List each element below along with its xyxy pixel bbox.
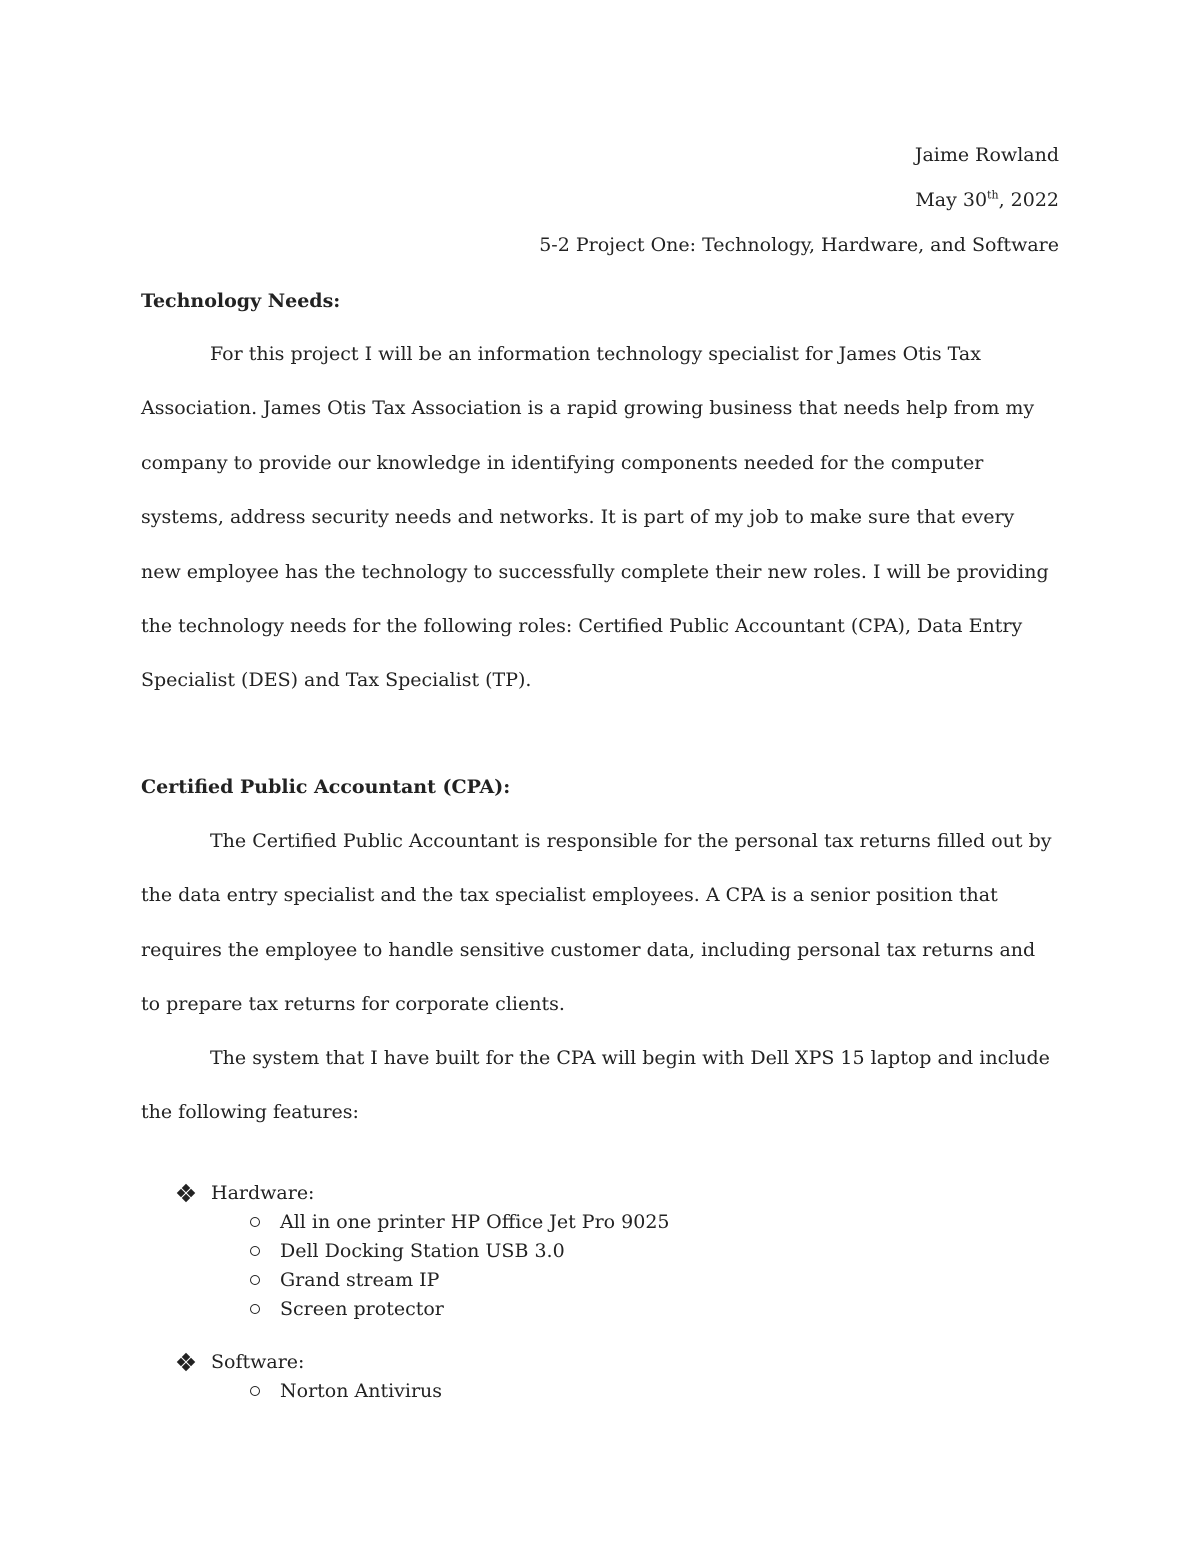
assignment-title: 5-2 Project One: Technology, Hardware, and Software [539, 234, 1059, 256]
software-sub-list [178, 1376, 442, 1405]
tech-needs-heading: Technology Needs: [141, 290, 341, 312]
diamond-cluster-icon [178, 1354, 194, 1370]
hardware-list-label [178, 1178, 670, 1207]
cpa-paragraph-2: The system that I have built for the CPA will begin with Dell XPS 15 laptop and include the following features: [141, 1047, 1050, 1124]
list-item-text: Dell Docking Station USB 3.0 [280, 1239, 565, 1262]
document-date [915, 189, 1059, 211]
list-item [250, 1376, 442, 1405]
hollow-circle-icon [250, 1217, 260, 1227]
list-item [250, 1236, 670, 1265]
list-item [250, 1265, 670, 1294]
list-item-text: Screen protector [280, 1297, 444, 1320]
software-list [178, 1347, 442, 1405]
date-prefix: May 30 [915, 189, 988, 211]
software-list-label [178, 1347, 442, 1376]
list-item-text: Grand stream IP [280, 1268, 440, 1291]
list-item [250, 1207, 670, 1236]
list-item [250, 1294, 670, 1323]
hollow-circle-icon [250, 1304, 260, 1314]
hardware-label-text: Hardware: [211, 1181, 315, 1204]
cpa-heading: Certified Public Accountant (CPA): [141, 776, 511, 798]
hardware-list [178, 1178, 670, 1323]
list-item-text: Norton Antivirus [280, 1379, 443, 1402]
hollow-circle-icon [250, 1386, 260, 1396]
software-label-text: Software: [211, 1350, 305, 1373]
date-ordinal: th [987, 188, 999, 202]
date-suffix: , 2022 [998, 189, 1059, 211]
tech-needs-paragraph: For this project I will be an information technology specialist for James Otis Tax Association. James Otis Tax Association is a rapid growing business that needs help from my company to provide our knowledge in identifying components needed for the computer systems, address security needs and networks. It is part of my job to make sure that every new employee has the technology to successfully complete their new roles. I will be providing the technology needs for the following roles: Certified Public Accountant (CPA), Data Entry Specialist (DES) and Tax Specialist (TP). [141, 343, 1049, 692]
author-name: Jaime Rowland [914, 144, 1059, 166]
hardware-sub-list [178, 1207, 670, 1323]
diamond-cluster-icon [178, 1185, 194, 1201]
cpa-paragraph-1: The Certified Public Accountant is responsible for the personal tax returns filled out by the data entry specialist and the tax specialist employees. A CPA is a senior position that requires the employee to handle sensitive customer data, including personal tax returns and to prepare tax returns for corporate clients. [141, 830, 1052, 1016]
hollow-circle-icon [250, 1275, 260, 1285]
hollow-circle-icon [250, 1246, 260, 1256]
list-item-text: All in one printer HP Office Jet Pro 9025 [280, 1210, 670, 1233]
